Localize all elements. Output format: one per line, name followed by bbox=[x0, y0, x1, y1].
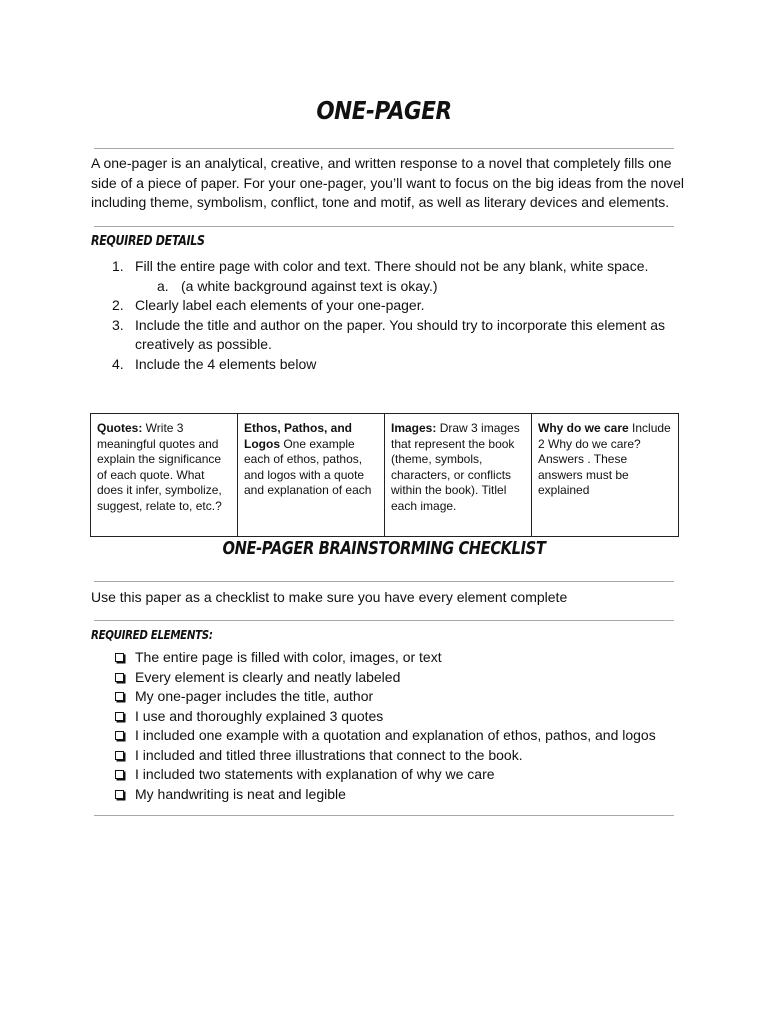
required-elements-heading: REQUIRED ELEMENTS: bbox=[91, 627, 213, 642]
checkbox-icon bbox=[115, 653, 124, 662]
checklist-item bbox=[114, 726, 694, 746]
checklist-item-text: My one-pager includes the title, author bbox=[135, 688, 374, 704]
images-cell bbox=[385, 414, 532, 537]
checklist bbox=[114, 648, 694, 804]
divider bbox=[94, 815, 674, 816]
cell-label: Images: bbox=[391, 421, 437, 435]
quotes-cell bbox=[91, 414, 238, 537]
checklist-item-text: I included and titled three illustrations that connect to the book. bbox=[135, 746, 523, 763]
page-title: ONE-PAGER bbox=[316, 96, 452, 125]
item-number: 1. bbox=[112, 258, 124, 274]
intro-paragraph: A one-pager is an analytical, creative, and written response to a novel that completely fills one side of a piece of paper. For your one-pager, you’ll want to focus on the big ideas from the novel including theme, symbolism, conflict, tone and motif, as well as literary devices and elements. bbox=[91, 155, 685, 210]
cell-text: Include 2 Why do we care? Answers . These answers must be explained bbox=[538, 421, 671, 497]
divider bbox=[94, 581, 674, 582]
checklist-item bbox=[114, 648, 694, 668]
cell-text: Draw 3 images that represent the book (theme, symbols, characters, or conflicts within the book). Titlel each image. bbox=[391, 421, 520, 513]
item-text: Include the 4 elements below bbox=[135, 355, 317, 372]
list-item bbox=[91, 257, 681, 296]
cell-label: Ethos, Pathos, and Logos bbox=[244, 421, 353, 451]
why-do-we-care-cell bbox=[532, 414, 679, 537]
list-item bbox=[91, 355, 681, 375]
item-text: Clearly label each elements of your one-pager. bbox=[135, 297, 425, 313]
item-number: 4. bbox=[112, 355, 124, 372]
list-item bbox=[91, 296, 681, 316]
divider bbox=[94, 148, 674, 149]
checklist-item bbox=[114, 785, 694, 805]
checklist-title: ONE-PAGER BRAINSTORMING CHECKLIST bbox=[222, 539, 546, 559]
cell-text: One example each of ethos, pathos, and logos with a quote and explanation of each bbox=[244, 436, 372, 497]
table-row bbox=[91, 414, 679, 537]
checklist-item-text: My handwriting is neat and legible bbox=[135, 785, 346, 802]
item-text: Include the title and author on the paper. You should try to incorporate this element as creatively as possible. bbox=[135, 316, 666, 352]
checkbox-icon bbox=[115, 731, 124, 740]
checkbox-icon bbox=[115, 790, 124, 799]
checkbox-icon bbox=[115, 770, 124, 779]
cell-text: Write 3 meaningful quotes and explain the significance of each quote. What does it infer, symbolize, suggest, relate to, etc.? bbox=[97, 421, 222, 513]
checklist-intro: Use this paper as a checklist to make sure you have every element complete bbox=[91, 589, 568, 605]
checklist-item-text: Every element is clearly and neatly labeled bbox=[135, 668, 401, 685]
sub-item-marker: a. bbox=[157, 277, 169, 294]
checkbox-icon bbox=[115, 692, 124, 701]
elements-table bbox=[90, 413, 679, 537]
checkbox-icon bbox=[115, 673, 124, 682]
sub-list-item bbox=[135, 277, 681, 297]
divider bbox=[94, 620, 674, 621]
item-text: Fill the entire page with color and text. There should not be any blank, white space. bbox=[135, 258, 649, 274]
checkbox-icon bbox=[115, 751, 124, 760]
checklist-item bbox=[114, 746, 694, 766]
required-details-heading: REQUIRED DETAILS bbox=[91, 233, 205, 249]
list-item bbox=[91, 316, 681, 355]
sub-item-text: (a white background against text is okay.) bbox=[181, 277, 438, 294]
checklist-item-text: I use and thoroughly explained 3 quotes bbox=[135, 707, 384, 724]
checklist-item bbox=[114, 668, 694, 688]
cell-label: Why do we care bbox=[538, 421, 629, 435]
checklist-item-text: I included one example with a quotation and explanation of ethos, pathos, and logos bbox=[135, 727, 656, 743]
checklist-item-text: I included two statements with explanation of why we care bbox=[135, 766, 495, 782]
ethos-pathos-logos-cell bbox=[238, 414, 385, 537]
checklist-item bbox=[114, 687, 694, 707]
checklist-item-text: The entire page is filled with color, images, or text bbox=[135, 649, 442, 665]
item-number: 3. bbox=[112, 316, 124, 333]
checklist-item bbox=[114, 765, 694, 785]
divider bbox=[94, 226, 674, 227]
required-details-list bbox=[91, 257, 681, 374]
checkbox-icon bbox=[115, 712, 124, 721]
cell-label: Quotes: bbox=[97, 421, 143, 435]
item-number: 2. bbox=[112, 297, 124, 313]
checklist-item bbox=[114, 707, 694, 727]
